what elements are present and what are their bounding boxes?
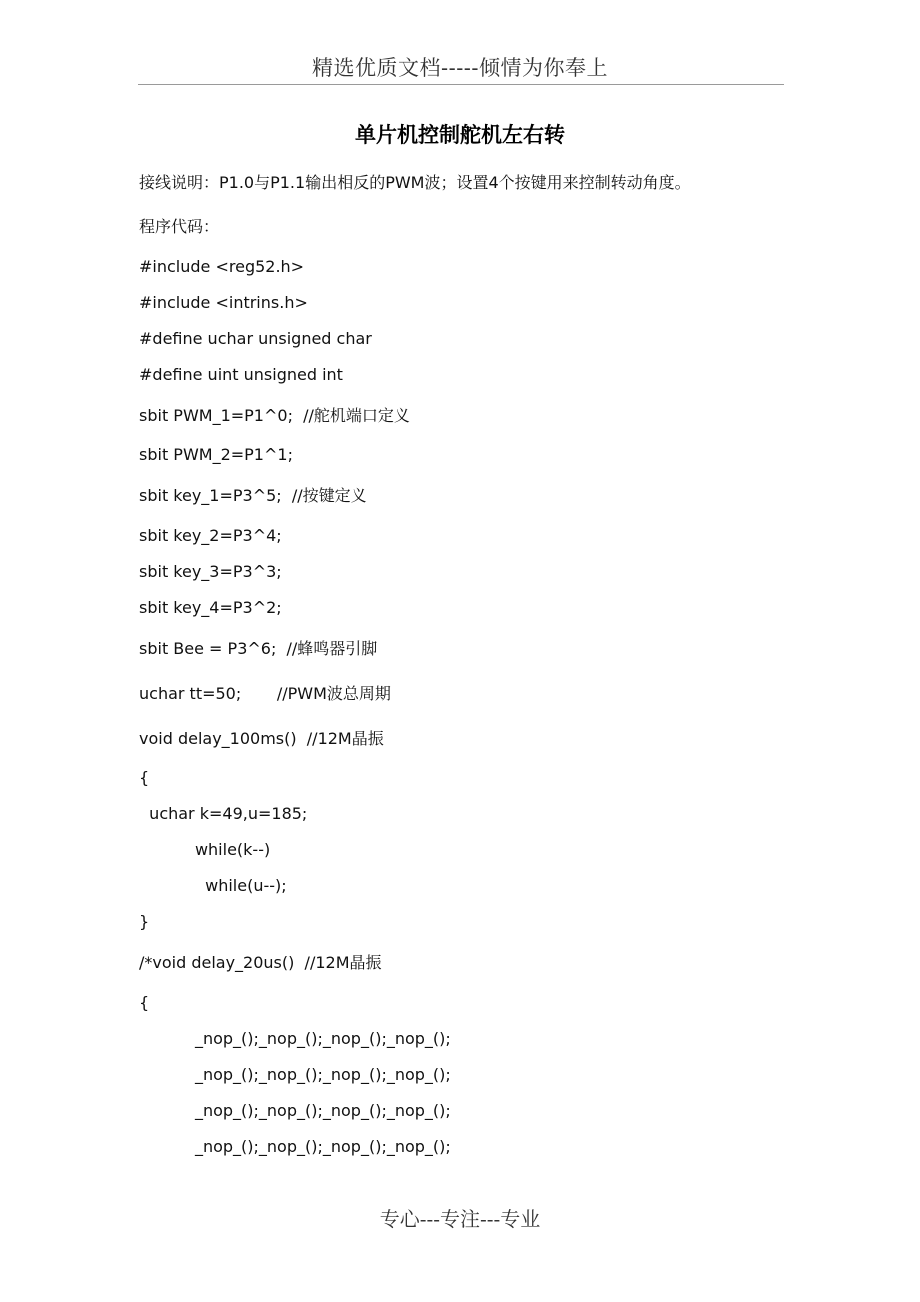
code-line: sbit PWM_2=P1^1; — [139, 445, 293, 464]
code-line: _nop_();_nop_();_nop_();_nop_(); — [139, 1101, 451, 1120]
code-line: sbit key_1=P3^5; //按键定义 — [139, 486, 367, 505]
code-line: { — [139, 768, 150, 787]
code-line: { — [139, 993, 150, 1012]
code-line: _nop_();_nop_();_nop_();_nop_(); — [139, 1137, 451, 1156]
code-line: sbit key_3=P3^3; — [139, 562, 282, 581]
code-line: _nop_();_nop_();_nop_();_nop_(); — [139, 1029, 451, 1048]
code-line: uchar k=49,u=185; — [139, 804, 308, 823]
code-line: } — [139, 912, 150, 931]
wiring-description: 接线说明：P1.0与P1.1输出相反的PWM波；设置4个按键用来控制转动角度。 — [139, 173, 691, 192]
document-title: 单片机控制舵机左右转 — [355, 123, 565, 147]
code-line: uchar tt=50; //PWM波总周期 — [139, 684, 391, 703]
code-label: 程序代码： — [139, 217, 220, 236]
code-line: /*void delay_20us() //12M晶振 — [139, 953, 382, 972]
code-line: #define uchar unsigned char — [139, 329, 372, 348]
code-line: sbit Bee = P3^6; //蜂鸣器引脚 — [139, 639, 378, 658]
code-line: sbit key_2=P3^4; — [139, 526, 282, 545]
code-line: #define uint unsigned int — [139, 365, 343, 384]
code-line: while(u--); — [139, 876, 287, 895]
header-divider — [138, 84, 784, 85]
code-line: sbit key_4=P3^2; — [139, 598, 282, 617]
code-line: _nop_();_nop_();_nop_();_nop_(); — [139, 1065, 451, 1084]
page-footer: 专心---专注---专业 — [379, 1207, 541, 1231]
code-line: while(k--) — [139, 840, 271, 859]
code-line: #include <intrins.h> — [139, 293, 308, 312]
code-line: #include <reg52.h> — [139, 257, 305, 276]
code-line: void delay_100ms() //12M晶振 — [139, 729, 384, 748]
code-line: sbit PWM_1=P1^0; //舵机端口定义 — [139, 406, 410, 425]
page-header: 精选优质文档-----倾情为你奉上 — [312, 56, 608, 80]
